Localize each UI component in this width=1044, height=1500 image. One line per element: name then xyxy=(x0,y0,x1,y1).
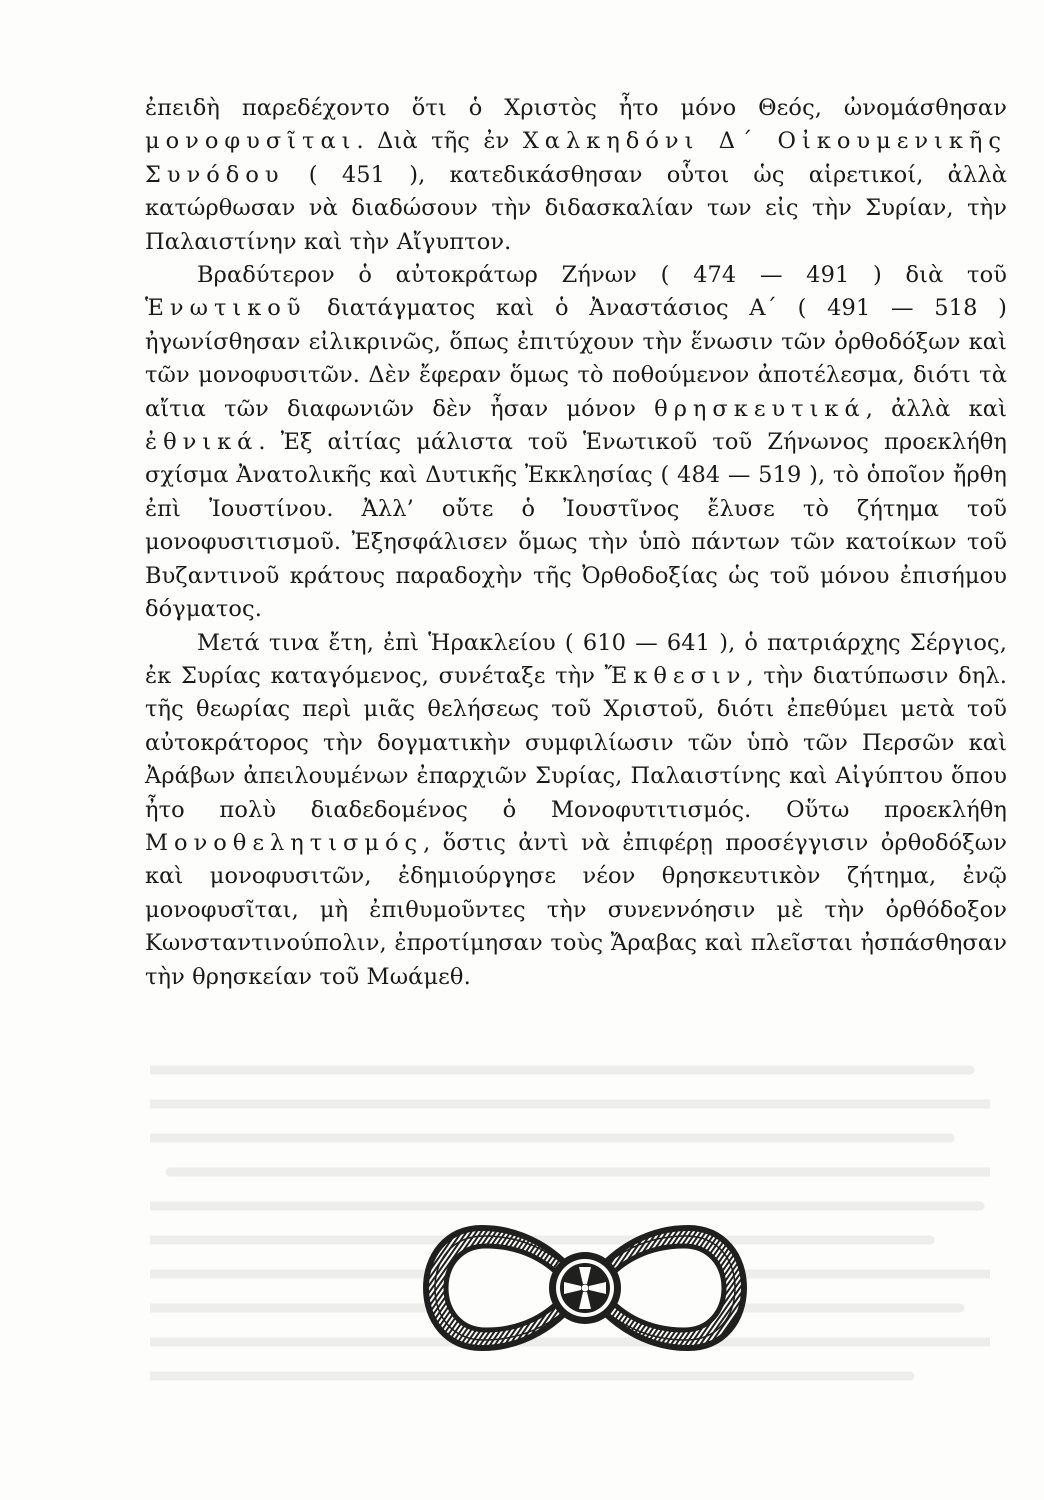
paragraph xyxy=(145,92,1007,259)
body-text-run: . Διὰ τῆς ἐν xyxy=(356,128,523,155)
body-text-run: Μετά τινα ἔτη, ἐπὶ Ἡρακλείου ( 610 — 641 ), ὁ πατριάρχης Σέργιος, ἐκ Συρίας καταγόμενος, συνέταξε τὴν xyxy=(145,629,1007,689)
body-text-run: , τὴν διατύπωσιν δηλ. τῆς θεωρίας περὶ μιᾶς θελήσεως τοῦ Χριστοῦ, διότι ἐπεθύμει μετὰ τοῦ αὐτοκράτορος τὴν δογματικὴν συμφιλίωσιν τῶν ὑπὸ τῶν Περσῶν καὶ Ἀράβων ἀπειλουμένων ἐπαρχιῶν Συρίας, Παλαιστίνης καὶ Αἰγύπτου ὅπου ἦτο πολὺ διαδεδομένος ὁ Μονοφυτιτισμός. Οὕτω προεκλήθη xyxy=(145,662,1007,823)
paragraph xyxy=(145,259,1007,626)
spaced-emphasis-text: θρησκευτικά xyxy=(654,395,866,422)
body-text xyxy=(145,92,1007,994)
spaced-emphasis-text: Ἑνωτικοῦ xyxy=(145,295,307,322)
spaced-emphasis-text: μονοφυσῖται xyxy=(145,128,357,155)
body-text-run: ( 451 ), κατεδικάσθησαν οὗτοι ὡς αἱρετικοί, ἀλλὰ κατώρθωσαν νὰ διαδώσουν τὴν διδασκαλίαν των εἰς τὴν Συρίαν, τὴν Παλαιστίνην καὶ τὴν Αἴγυπτον. xyxy=(145,161,1007,255)
body-text-run: , ὅστις ἀντὶ νὰ ἐπιφέρῃ προσέγγισιν ὀρθοδόξων καὶ μονοφυσιτῶν, ἐδημιούργησε νέον θρησκευτικὸν ζήτημα, ἐνῷ μονοφυσῖται, μὴ ἐπιθυμοῦντες τὴν συνεννόησιν μὲ τὴν ὀρθόδοξον Κωνσταντινούπολιν, ἐπροτίμησαν τοὺς Ἄραβας καὶ πλεῖσται ἠσπάσθησαν τὴν θρησκείαν τοῦ Μωάμεθ. xyxy=(145,829,1007,990)
spaced-emphasis-text: Χαλκηδόνι Δ΄ Οἰκουμενικῆς Συνόδου xyxy=(145,128,1008,188)
paragraph xyxy=(145,627,1007,994)
body-text-run: Βραδύτερον ὁ αὐτοκράτωρ Ζήνων ( 474 — 491 ) διὰ τοῦ xyxy=(197,262,1007,289)
spaced-emphasis-text: ἐθνικά xyxy=(145,429,259,456)
body-text-run: ἐπειδὴ παρεδέχοντο ὅτι ὁ Χριστὸς ἦτο μόνο Θεός, ὠνομάσθησαν xyxy=(145,95,1007,121)
body-text-run: . Ἐξ αἰτίας μάλιστα τοῦ Ἑνωτικοῦ τοῦ Ζήνωνος προεκλήθη σχίσμα Ἀνατολικῆς καὶ Δυτικῆς Ἐκκλησίας ( 484 — 519 ), τὸ ὁποῖον ἤρθη ἐπὶ Ἰουστίνου. Ἀλλ’ οὔτε ὁ Ἰουστῖνος ἔλυσε τὸ ζήτημα τοῦ μονοφυσιτισμοῦ. Ἐξησφάλισεν ὅμως τὴν ὑπὸ πάντων τῶν κατοίκων τοῦ Βυζαντινοῦ κράτους παραδοχὴν τῆς Ὀρθοδοξίας ὡς τοῦ μόνου ἐπισήμου δόγματος. xyxy=(145,429,1007,623)
spaced-emphasis-text: Μονοθελητισμός xyxy=(145,829,424,856)
cross-knot-ornament-icon xyxy=(420,1220,750,1356)
spaced-emphasis-text: Ἔκθεσιν xyxy=(604,662,747,689)
body-text-run: , ἀλλὰ καὶ xyxy=(865,395,1007,422)
body-text-run: διατάγματος καὶ ὁ Ἀναστάσιος Α΄ ( 491 — 518 ) ἠγωνίσθησαν εἰλικρινῶς, ὅπως ἐπιτύχουν τὴν ἕνωσιν τῶν ὀρθοδόξων καὶ τῶν μονοφυσιτῶν. Δὲν ἔφεραν ὅμως τὸ ποθούμενον ἀποτέλεσμα, διότι τὰ αἴτια τῶν διαφωνιῶν δὲν ἦσαν μόνον xyxy=(145,295,1007,422)
